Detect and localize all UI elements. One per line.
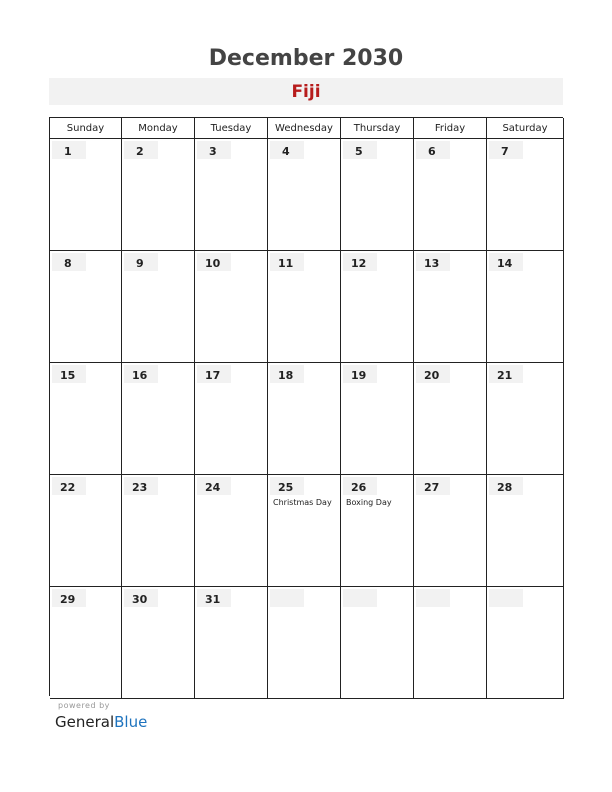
day-number-box [489, 141, 523, 159]
day-number: 17 [205, 369, 221, 382]
day-cell [50, 587, 122, 699]
day-number: 29 [60, 593, 76, 606]
day-number: 14 [497, 257, 513, 270]
day-cell [268, 587, 341, 699]
day-number-box [416, 141, 450, 159]
day-number: 21 [497, 369, 513, 382]
day-number: 13 [424, 257, 440, 270]
day-number: 20 [424, 369, 440, 382]
day-number: 25 [278, 481, 294, 494]
day-number-box [343, 253, 377, 271]
day-number: 11 [278, 257, 294, 270]
day-cell [195, 139, 268, 251]
day-cell [268, 139, 341, 251]
day-number: 12 [351, 257, 367, 270]
day-number-box [416, 589, 450, 607]
day-cell [195, 363, 268, 475]
day-number-box [197, 477, 231, 495]
day-cell [122, 139, 195, 251]
day-number: 3 [209, 145, 217, 158]
day-number-box [416, 477, 450, 495]
day-number-box [197, 365, 231, 383]
day-number-box [124, 141, 158, 159]
day-cell [414, 139, 487, 251]
day-number-box [197, 589, 231, 607]
day-number-box [52, 141, 86, 159]
day-number-box [52, 253, 86, 271]
day-number-box [343, 141, 377, 159]
day-cell [268, 475, 341, 587]
day-cell [268, 363, 341, 475]
day-cell [122, 475, 195, 587]
day-number: 4 [282, 145, 290, 158]
day-number: 30 [132, 593, 148, 606]
day-number-box [489, 477, 523, 495]
weekday-header-row [50, 118, 564, 139]
day-cell [195, 251, 268, 363]
day-cell [487, 139, 564, 251]
day-number-box [416, 253, 450, 271]
day-number: 15 [60, 369, 76, 382]
day-number: 2 [136, 145, 144, 158]
day-number-box [270, 477, 304, 495]
day-cell [487, 475, 564, 587]
day-number-box [124, 477, 158, 495]
day-number-box [52, 365, 86, 383]
day-number-box [52, 477, 86, 495]
day-cell [341, 475, 414, 587]
country-name: Fiji [291, 82, 321, 102]
holiday-label: Boxing Day [346, 498, 392, 507]
day-cell [414, 251, 487, 363]
day-cell [341, 251, 414, 363]
day-number-box [197, 141, 231, 159]
day-cell [50, 251, 122, 363]
calendar-title: December 2030 [208, 46, 404, 71]
day-cell [195, 587, 268, 699]
day-number: 31 [205, 593, 221, 606]
day-number-box [270, 589, 304, 607]
weekday-header: Tuesday [195, 118, 268, 139]
day-number: 5 [355, 145, 363, 158]
day-number: 8 [64, 257, 72, 270]
day-number-box [270, 141, 304, 159]
day-number-box [489, 253, 523, 271]
day-cell [414, 475, 487, 587]
day-number-box [343, 365, 377, 383]
day-cell [122, 587, 195, 699]
powered-by-label: powered by [58, 701, 110, 710]
day-number-box [343, 477, 377, 495]
day-number: 10 [205, 257, 221, 270]
day-number: 19 [351, 369, 367, 382]
day-cell [487, 587, 564, 699]
day-number-box [52, 589, 86, 607]
day-cell [487, 363, 564, 475]
weekday-header: Sunday [50, 118, 122, 139]
day-number: 7 [501, 145, 509, 158]
day-number: 18 [278, 369, 294, 382]
day-number: 27 [424, 481, 440, 494]
day-number-box [489, 589, 523, 607]
holiday-label: Christmas Day [273, 498, 332, 507]
day-cell [195, 475, 268, 587]
day-cell [341, 587, 414, 699]
day-number-box [124, 253, 158, 271]
day-cell [50, 363, 122, 475]
day-number: 1 [64, 145, 72, 158]
day-number-box [489, 365, 523, 383]
day-number: 26 [351, 481, 367, 494]
generalblue-logo [55, 713, 147, 731]
day-cell [122, 251, 195, 363]
brand-general: General [55, 713, 115, 731]
day-number: 16 [132, 369, 148, 382]
day-cell [487, 251, 564, 363]
day-number-box [343, 589, 377, 607]
day-number-box [124, 365, 158, 383]
day-cell [414, 587, 487, 699]
day-cell [414, 363, 487, 475]
day-number-box [270, 253, 304, 271]
day-number-box [416, 365, 450, 383]
day-cell [341, 139, 414, 251]
day-number-box [197, 253, 231, 271]
day-cell [268, 251, 341, 363]
day-cell [122, 363, 195, 475]
brand-blue: Blue [114, 713, 148, 731]
day-number: 24 [205, 481, 221, 494]
day-cell [50, 139, 122, 251]
weekday-header: Saturday [487, 118, 564, 139]
day-number: 28 [497, 481, 513, 494]
country-banner [49, 78, 563, 105]
day-cell [341, 363, 414, 475]
day-number: 23 [132, 481, 148, 494]
day-number-box [124, 589, 158, 607]
day-number: 9 [136, 257, 144, 270]
day-cell [50, 475, 122, 587]
weekday-header: Friday [414, 118, 487, 139]
day-number: 6 [428, 145, 436, 158]
day-number: 22 [60, 481, 76, 494]
weekday-header: Monday [122, 118, 195, 139]
weekday-header: Thursday [341, 118, 414, 139]
weekday-header: Wednesday [268, 118, 341, 139]
calendar-grid [49, 117, 563, 696]
day-number-box [270, 365, 304, 383]
